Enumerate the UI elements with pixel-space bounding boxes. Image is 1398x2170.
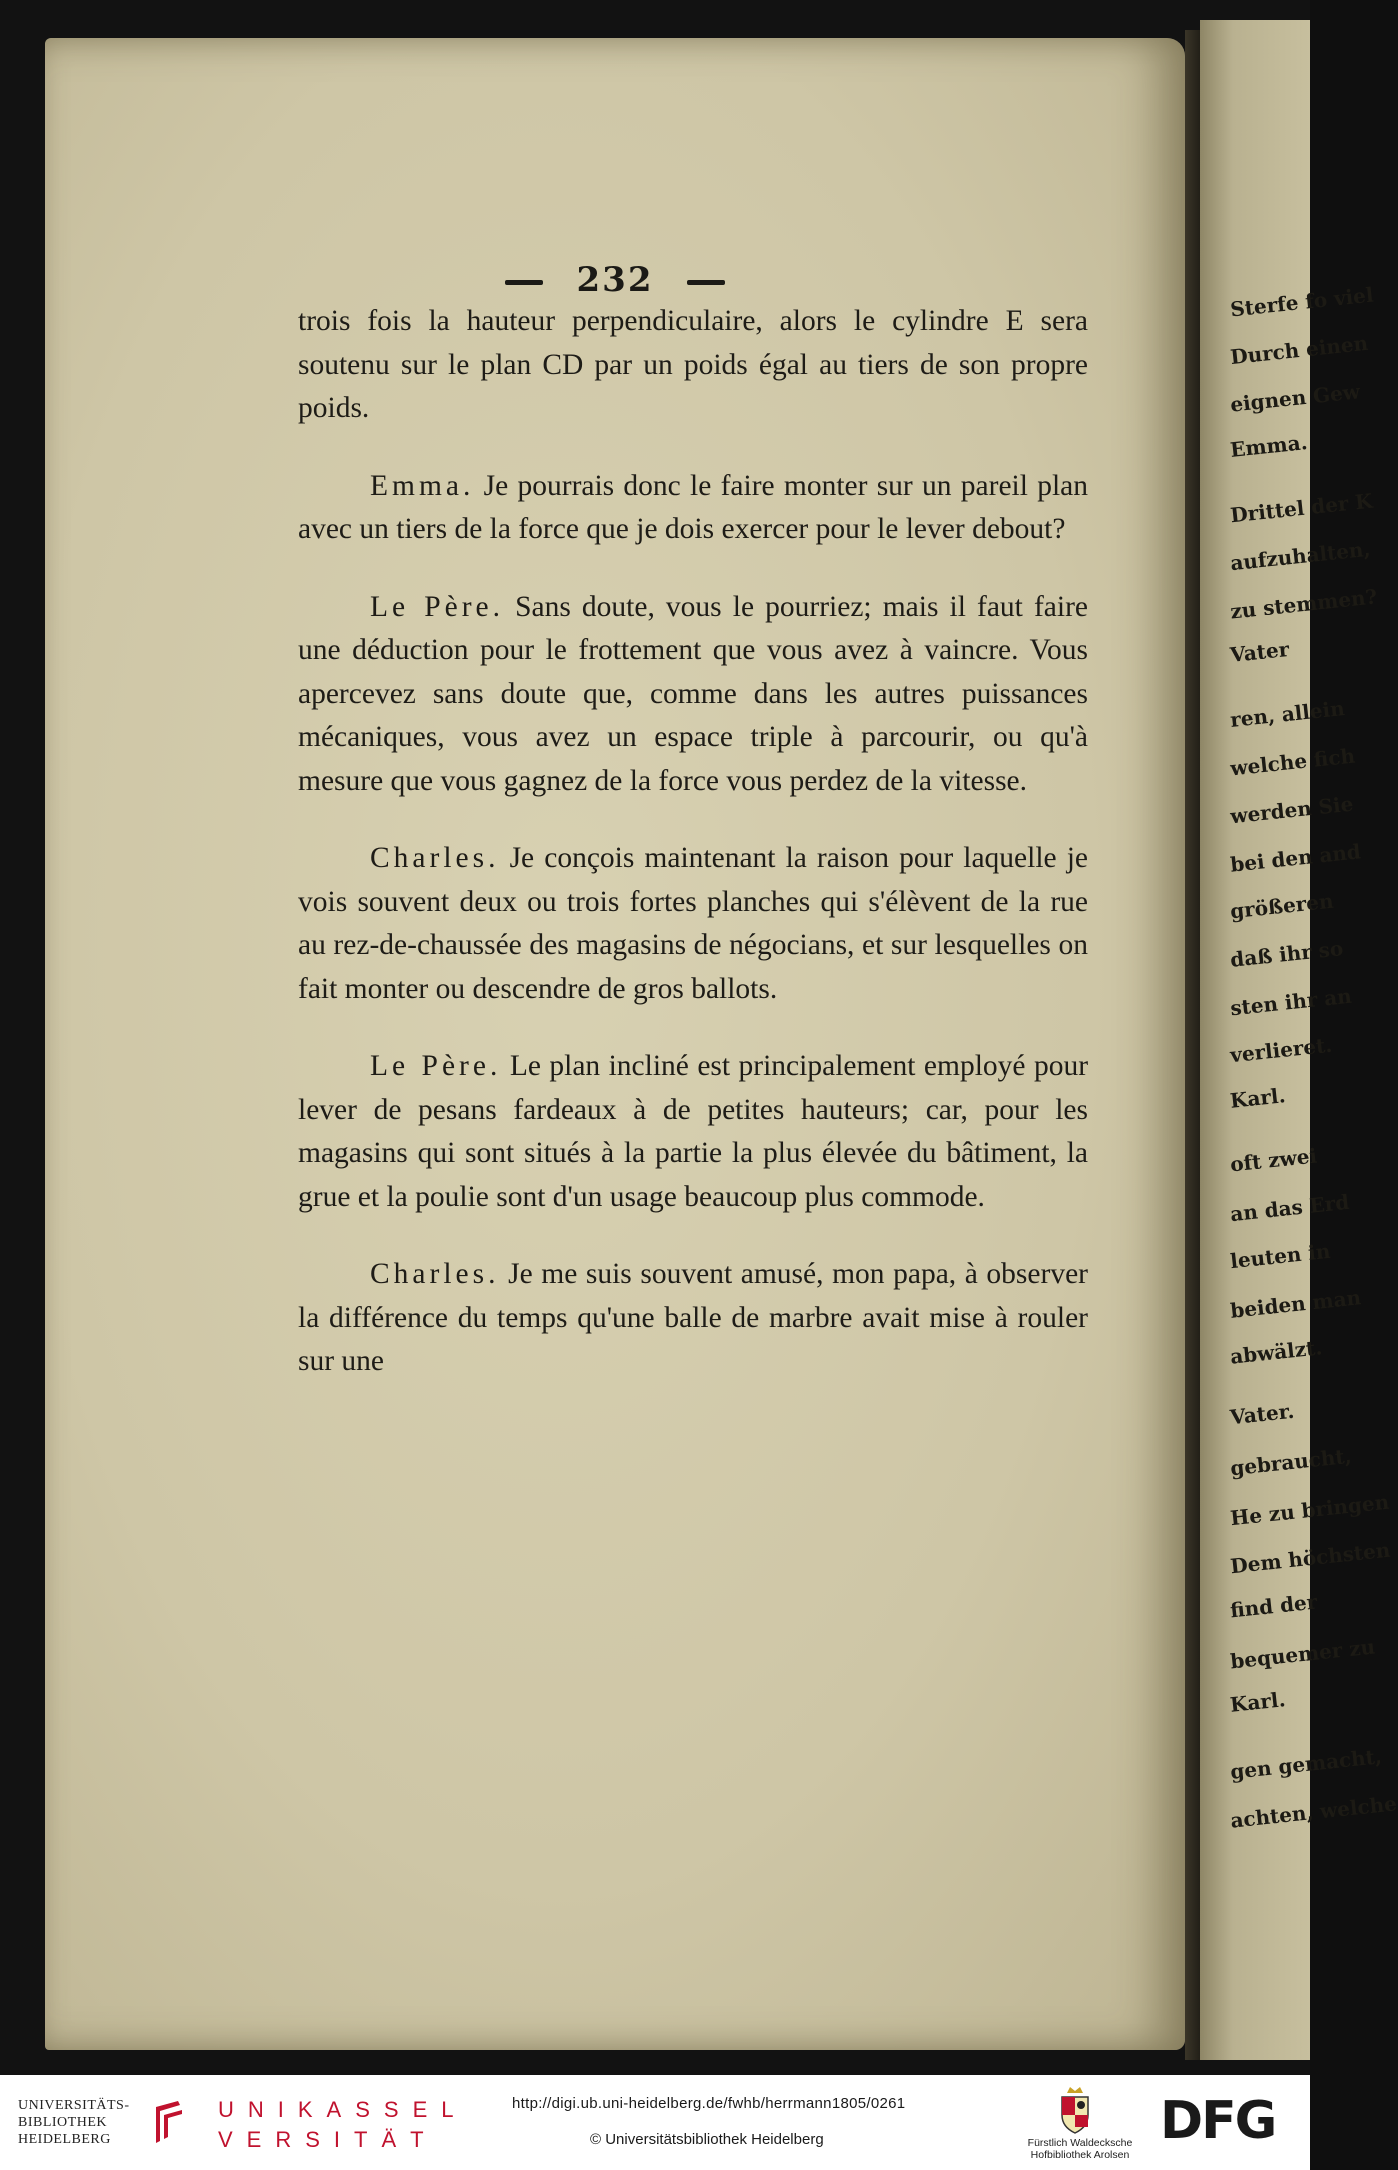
facing-page-fragment: ren, allein: [1229, 696, 1346, 732]
facing-page-fragment: find der: [1228, 1589, 1319, 1623]
waldeck-crest-icon: [1058, 2085, 1092, 2135]
library-line: UNIVERSITÄTS-: [18, 2098, 130, 2113]
uni-kassel-logo[interactable]: [218, 2095, 468, 2155]
viewer-footer: [0, 2075, 1310, 2170]
page-number-dash-left: [505, 280, 543, 285]
facing-page-fragment: oft zwei: [1228, 1143, 1319, 1177]
paragraph: [298, 1045, 1088, 1219]
facing-page-fragment: Karl.: [1228, 1687, 1287, 1717]
speaker-name: Le Père.: [370, 590, 504, 623]
speaker-name: Le Père.: [370, 1050, 502, 1082]
facing-page-fragment: Dem höchsten: [1229, 1537, 1392, 1579]
facing-page-fragment: Durch einen: [1229, 330, 1370, 370]
dfg-logo[interactable]: DFG: [1160, 2091, 1276, 2151]
facing-page-fragment: sten ihr an: [1229, 983, 1353, 1021]
facing-page-fragment: an das Erd: [1229, 1189, 1351, 1227]
heidelberg-library-name[interactable]: [18, 2097, 130, 2148]
kassel-line-top: [218, 2095, 468, 2125]
facing-page-fragment: Vater.: [1228, 1398, 1296, 1430]
paragraph: [298, 465, 1088, 552]
paragraph-text: trois fois la hauteur perpendiculaire, alors le cylindre E sera soutenu sur le plan CD par un poids égal au tiers de son propre poids.: [298, 305, 1088, 424]
page-text: [298, 300, 1088, 1418]
speaker-name: Emma.: [370, 469, 475, 502]
paragraph-text: Sans doute, vous le pourriez; mais il faut faire une déduction pour le frottement que vous avez à vaincre. Vous apercevez sans doute que, comme dans les autres puissances mécaniques, vous avez un espace triple à parcourir, ou qu'à mesure que vous gagnez de la force vous perdez de la vitesse.: [298, 590, 1088, 797]
facing-page-fragment: eignen Gew: [1229, 379, 1362, 417]
arolsen-line: Fürstlich Waldecksche: [1027, 2137, 1133, 2149]
speaker-name: Charles.: [370, 842, 500, 874]
facing-page-fragment: Emma.: [1228, 430, 1309, 462]
facing-page-fragment: welche fich: [1229, 743, 1357, 781]
facing-page-fragment: He zu bringen: [1229, 1489, 1391, 1531]
facing-page-fragment: achten, welche: [1229, 1791, 1398, 1833]
facing-page-fragment: abwälzt.: [1228, 1335, 1324, 1369]
facing-page-fragment: Sterfe fo viel: [1229, 282, 1375, 322]
facing-page-fragment: gen gemacht,: [1229, 1744, 1383, 1784]
facing-page-fragment: verlieret.: [1229, 1032, 1334, 1068]
facing-page-edge: [1200, 20, 1398, 2060]
facing-page-fragment: bei den and: [1229, 839, 1362, 877]
arolsen-line: Hofbibliothek Arolsen: [1030, 2149, 1130, 2161]
facing-page-fragment: zu stemmen?: [1229, 584, 1379, 624]
paragraph-text: Je me suis souvent amusé, mon papa, à observer la différence du temps qu'une balle de marbre avait mise à rouler sur une: [298, 1258, 1088, 1377]
paragraph-text: Je pourrais donc le faire monter sur un pareil plan avec un tiers de la force que je dois exercer pour le lever debout?: [298, 469, 1088, 545]
facing-page-fragment: gebraucht,: [1229, 1443, 1353, 1481]
facing-page-fragment: Vater: [1228, 636, 1291, 668]
page-number-dash-right: [687, 280, 725, 285]
arolsen-library-name: [1010, 2137, 1150, 2161]
paragraph: [298, 586, 1088, 804]
paragraph: [298, 837, 1088, 1011]
library-line: BIBLIOTHEK: [18, 2115, 107, 2130]
page-number-row: [45, 260, 1185, 300]
facing-page-fragment: Drittel der K: [1229, 488, 1374, 528]
page-number: 232: [576, 260, 654, 300]
kassel-top-text: UNIKASSEL: [218, 2097, 468, 2122]
kassel-line-bottom: [218, 2125, 468, 2155]
facing-page-fragment: daß ihr so: [1229, 936, 1345, 972]
copyright-notice: © Universitätsbibliothek Heidelberg: [590, 2131, 824, 2148]
heidelberg-logo-icon[interactable]: [148, 2097, 188, 2147]
library-line: HEIDELBERG: [18, 2132, 111, 2147]
kassel-bottom-text: VERSITÄT: [218, 2127, 438, 2152]
paragraph-text: Je conçois maintenant la raison pour laquelle je vois souvent deux ou trois fortes planches qui s'élèvent de la rue au rez-de-chaussée des magasins de négocians, et sur lesquelles on fait monter ou descendre de gros ballots.: [298, 842, 1088, 1005]
facing-page-fragment: werden Sie: [1229, 791, 1355, 829]
facing-page-fragment: leuten in: [1229, 1238, 1332, 1274]
facing-page-fragment: Karl.: [1228, 1083, 1287, 1113]
paragraph: [298, 1253, 1088, 1384]
facing-page-fragment: bequemer zu: [1229, 1634, 1377, 1674]
facing-page-fragment: größeren: [1229, 888, 1335, 924]
paragraph: [298, 300, 1088, 431]
speaker-name: Charles.: [370, 1258, 500, 1290]
facing-page-fragment: beiden man: [1229, 1285, 1363, 1323]
paragraph-text: Le plan incliné est principalement employé pour lever de pesans fardeaux à de petites hauteurs; car, pour les magasins qui sont situés à la partie la plus élevée du bâtiment, la grue et la poulie sont d'un usage beaucoup plus commode.: [298, 1050, 1089, 1213]
facing-page-fragment: aufzuhalten,: [1229, 536, 1372, 576]
permalink-url[interactable]: http://digi.ub.uni-heidelberg.de/fwhb/herrmann1805/0261: [512, 2095, 906, 2112]
